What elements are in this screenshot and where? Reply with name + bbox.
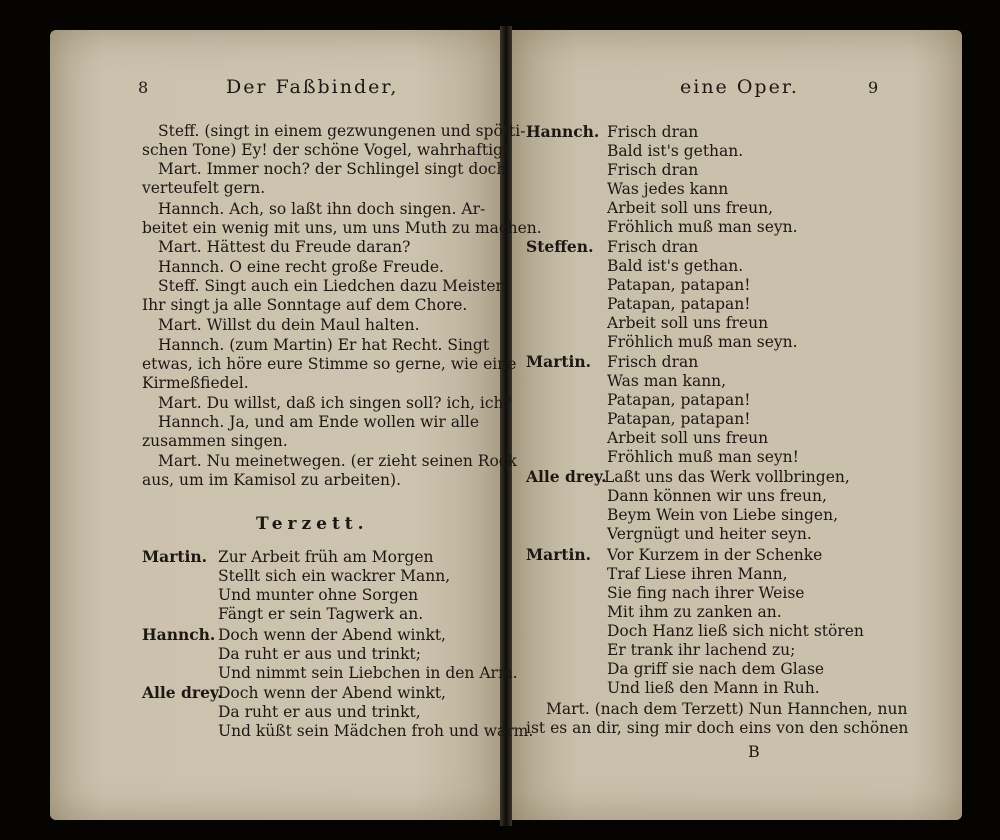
prose-line: Hannch. Ach, so laßt ihn doch singen. Ar- [158, 200, 486, 218]
verse-line: Fröhlich muß man seyn! [607, 448, 799, 466]
verse-line: Doch wenn der Abend winkt, [218, 684, 446, 702]
verse-line: Patapan, patapan! [607, 391, 751, 409]
speaker-name: Hannch. [526, 122, 600, 141]
verse-line: Was man kann, [607, 372, 727, 390]
prose-line: beitet ein wenig mit uns, um uns Muth zu machen. [142, 219, 542, 237]
verse-line: Traf Liese ihren Mann, [607, 565, 788, 583]
closing-line: ist es an dir, sing mir doch eins von den schönen [526, 719, 909, 737]
verse-line: Er trank ihr lachend zu; [607, 641, 796, 659]
verse-line: Arbeit soll uns freun [607, 429, 769, 447]
prose-line: Mart. Willst du dein Maul halten. [158, 316, 420, 334]
closing-line: Mart. (nach dem Terzett) Nun Hannchen, nun [546, 700, 908, 718]
verse-line: Bald ist's gethan. [607, 257, 744, 275]
verse-line: Sie fing nach ihrer Weise [607, 584, 805, 602]
verse-line: Arbeit soll uns freun [607, 314, 769, 332]
verse-line: Vor Kurzem in der Schenke [607, 546, 823, 564]
verse-line: Patapan, patapan! [607, 295, 751, 313]
verse-line: Mit ihm zu zanken an. [607, 603, 782, 621]
prose-line: aus, um im Kamisol zu arbeiten). [142, 471, 402, 489]
verse-line: Patapan, patapan! [607, 410, 751, 428]
verse-line: Da griff sie nach dem Glase [607, 660, 825, 678]
prose-line: Mart. Nu meinetwegen. (er zieht seinen Rock [158, 452, 517, 470]
speaker-name: Hannch. [142, 625, 216, 644]
verse-line: Vergnügt und heiter seyn. [607, 525, 812, 543]
prose-line: Hannch. O eine recht große Freude. [158, 258, 444, 276]
right-running-head: eine Oper. [680, 76, 799, 98]
verse-line: Und munter ohne Sorgen [218, 586, 419, 604]
prose-line: Kirmeßfiedel. [142, 374, 249, 392]
verse-line: Und ließ den Mann in Ruh. [607, 679, 820, 697]
speaker-name: Alle drey. [526, 467, 607, 486]
verse-line: Frisch dran [607, 123, 699, 141]
prose-line: Hannch. (zum Martin) Er hat Recht. Singt [158, 336, 490, 354]
verse-line: Und küßt sein Mädchen froh und warm. [218, 722, 534, 740]
prose-line: Hannch. Ja, und am Ende wollen wir alle [158, 413, 480, 431]
verse-line: Fröhlich muß man seyn. [607, 218, 798, 236]
verse-line: Doch Hanz ließ sich nicht stören [607, 622, 864, 640]
signature-mark: B [748, 742, 760, 761]
speaker-name: Steffen. [526, 237, 594, 256]
prose-line: Mart. Hättest du Freude daran? [158, 238, 411, 256]
verse-line: Da ruht er aus und trinkt; [218, 645, 421, 663]
verse-line: Fröhlich muß man seyn. [607, 333, 798, 351]
prose-line: Steff. Singt auch ein Liedchen dazu Meister. [158, 277, 507, 295]
verse-line: Bald ist's gethan. [607, 142, 744, 160]
verse-line: Laßt uns das Werk vollbringen, [604, 468, 850, 486]
speaker-name: Alle drey. [142, 683, 223, 702]
prose-line: verteufelt gern. [142, 179, 266, 197]
verse-line: Arbeit soll uns freun, [607, 199, 773, 217]
prose-line: Mart. Immer noch? der Schlingel singt doch [158, 160, 507, 178]
verse-line: Patapan, patapan! [607, 276, 751, 294]
section-title: Terzett. [256, 514, 369, 534]
speaker-name: Martin. [526, 352, 592, 371]
verse-line: Frisch dran [607, 238, 699, 256]
right-page-number: 9 [868, 78, 879, 97]
left-running-head: Der Faßbinder, [226, 76, 399, 98]
speaker-name: Martin. [142, 547, 208, 566]
verse-line: Was jedes kann [607, 180, 729, 198]
prose-line: etwas, ich höre eure Stimme so gerne, wie eine [142, 355, 517, 373]
verse-line: Beym Wein von Liebe singen, [607, 506, 838, 524]
prose-line: schen Tone) Ey! der schöne Vogel, wahrhaftig! [142, 141, 510, 159]
verse-line: Dann können wir uns freun, [607, 487, 827, 505]
verse-line: Da ruht er aus und trinkt, [218, 703, 421, 721]
verse-line: Fängt er sein Tagwerk an. [218, 605, 424, 623]
verse-line: Zur Arbeit früh am Morgen [218, 548, 434, 566]
prose-line: Ihr singt ja alle Sonntage auf dem Chore. [142, 296, 468, 314]
speaker-name: Martin. [526, 545, 592, 564]
verse-line: Frisch dran [607, 353, 699, 371]
prose-line: Mart. Du willst, daß ich singen soll? ich, ich? [158, 394, 512, 412]
verse-line: Doch wenn der Abend winkt, [218, 626, 446, 644]
prose-line: Steff. (singt in einem gezwungenen und spötti- [158, 122, 526, 140]
verse-line: Frisch dran [607, 161, 699, 179]
verse-line: Und nimmt sein Liebchen in den Arm. [218, 664, 518, 682]
left-page-number: 8 [138, 78, 149, 97]
verse-line: Stellt sich ein wackrer Mann, [218, 567, 451, 585]
prose-line: zusammen singen. [142, 432, 288, 450]
